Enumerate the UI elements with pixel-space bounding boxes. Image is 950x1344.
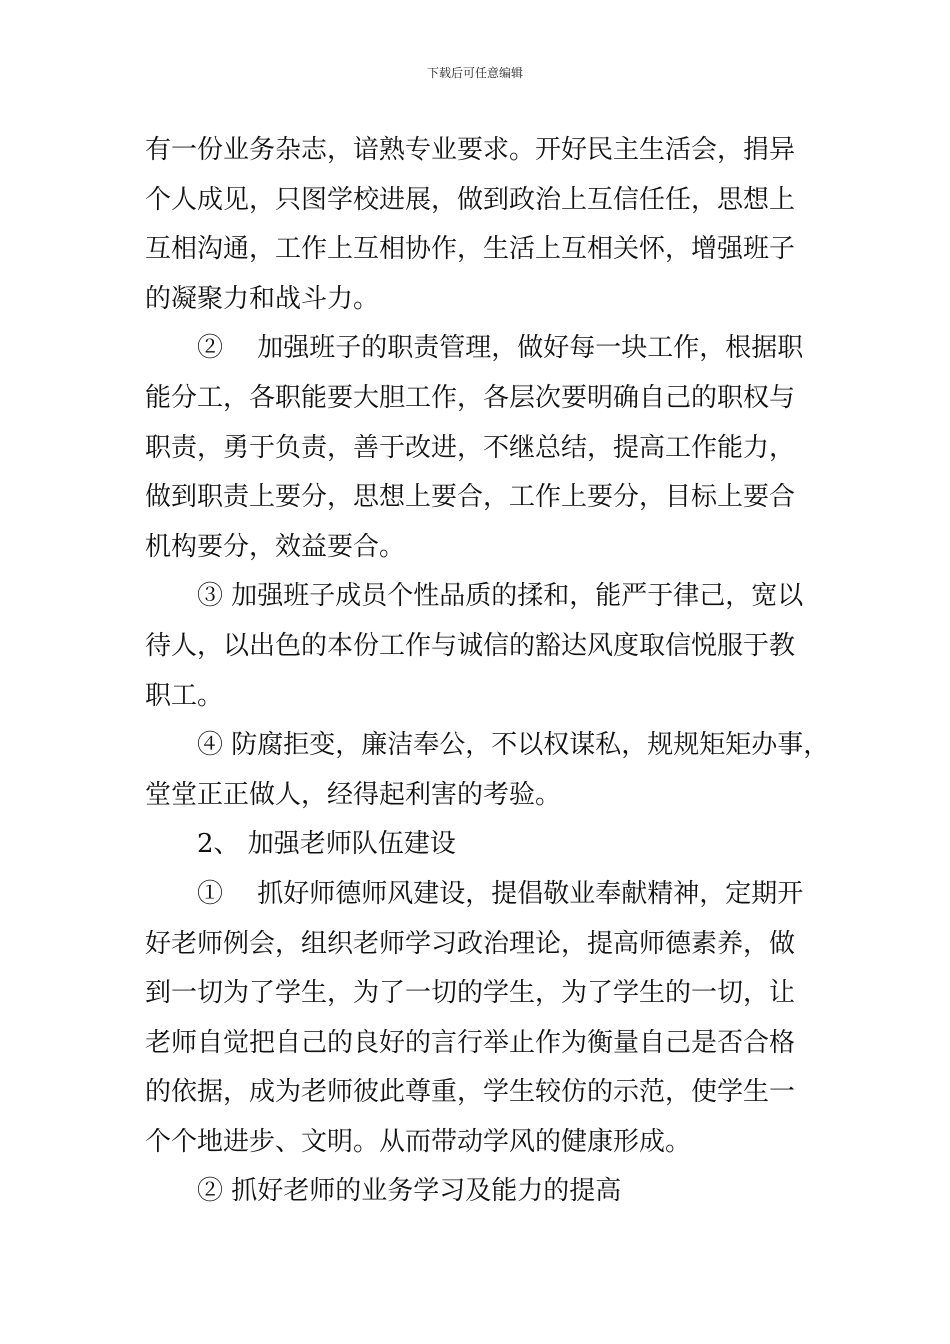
text-line: 待人，以出色的本份工作与诚信的豁达风度取信悦服于教 [145, 630, 796, 661]
text-line: 互相沟通，工作上互相协作，生活上互相关怀，增强班子 [145, 234, 796, 265]
text-line: 好老师例会，组织老师学习政治理论，提高师德素养，做 [145, 928, 796, 959]
text-line-item-2: ② 加强班子的职责管理，做好每一块工作，根据职 [197, 333, 804, 364]
text-line-item-4: ④ 防腐拒变，廉洁奉公，不以权谋私，规规矩矩办事， [197, 730, 830, 761]
text-line: 有一份业务杂志，谙熟专业要求。开好民主生活会，捐异 [145, 135, 796, 165]
page-header: 下载后可任意编辑 [426, 66, 523, 80]
text-line: 职工。 [145, 680, 224, 711]
text-line: 能分工，各职能要大胆工作，各层次要明确自己的职权与 [145, 382, 796, 413]
text-line: 的凝聚力和战斗力。 [145, 283, 380, 314]
text-line: 个人成见，只图学校进展，做到政治上互信任任，思想上 [145, 184, 796, 215]
text-line-item-1: ① 抓好师德师风建设，提倡敬业奉献精神，定期开 [197, 878, 804, 909]
section-heading: 2、 加强老师队伍建设 [197, 829, 456, 860]
text-line: 堂堂正正做人，经得起利害的考验。 [145, 779, 562, 810]
text-line: 机构要分，效益要合。 [145, 531, 406, 562]
text-line: 老师自觉把自己的良好的言行举止作为衡量自己是否合格 [145, 1027, 796, 1058]
text-line: 的依据，成为老师彼此尊重，学生较仿的示范，使学生一 [145, 1077, 796, 1108]
text-line: 职责，勇于负责，善于改进，不继总结，提高工作能力， [145, 432, 796, 463]
text-line: 个个地进步、文明。从而带动学风的健康形成。 [145, 1126, 692, 1157]
text-line: 到一切为了学生，为了一切的学生，为了学生的一切，让 [145, 978, 796, 1009]
text-line-item-2: ② 抓好老师的业务学习及能力的提高 [197, 1176, 622, 1207]
text-line: 做到职责上要分，思想上要合，工作上要分，目标上要合 [145, 482, 796, 513]
text-line-item-3: ③ 加强班子成员个性品质的揉和，能严于律己，宽以 [197, 581, 804, 612]
document-body [145, 126, 830, 1217]
